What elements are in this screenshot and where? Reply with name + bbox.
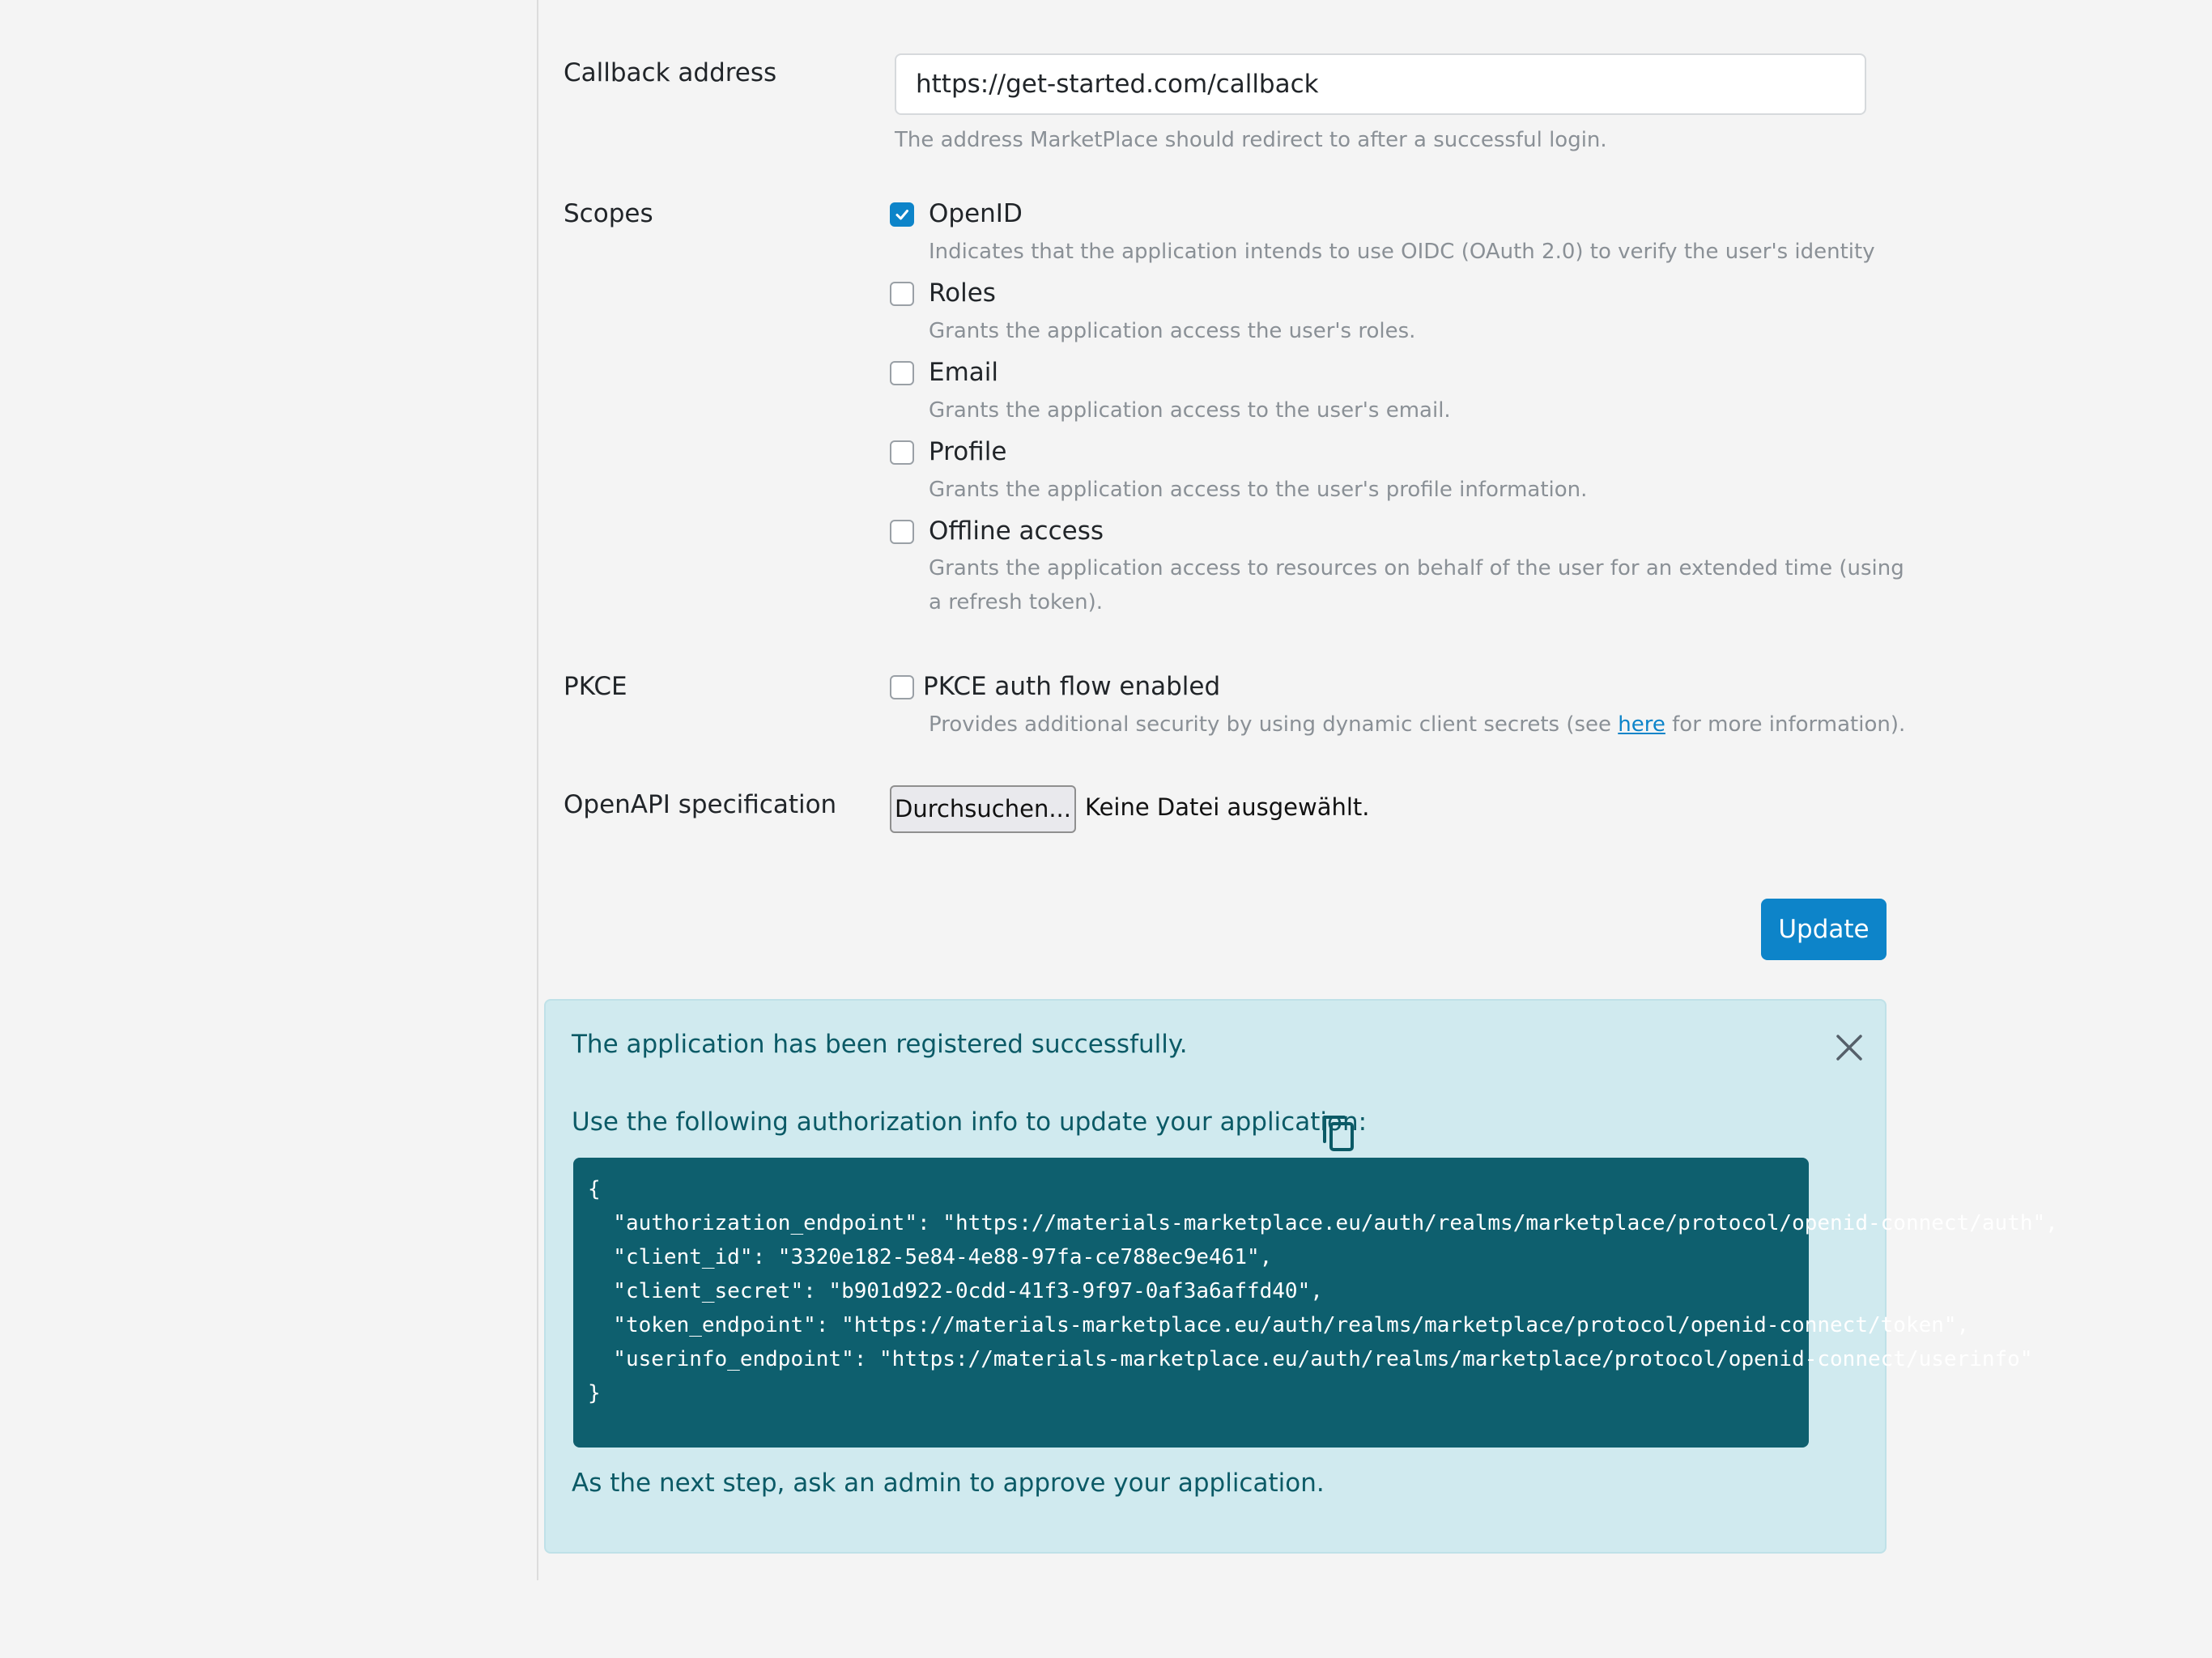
success-alert: [544, 999, 2058, 1554]
profile-help: Grants the application access to the user's profile information.: [929, 478, 1588, 502]
offline-access-label: Offline access: [929, 517, 1104, 546]
email-checkbox[interactable]: [890, 361, 914, 385]
alert-next-step: As the next step, ask an admin to approve your application.: [572, 1469, 1325, 1498]
pkce-here-link[interactable]: here: [1618, 712, 1665, 737]
checkmark-icon: [894, 206, 910, 223]
roles-help: Grants the application access the user's roles.: [929, 319, 1416, 343]
openapi-label: OpenAPI specification: [564, 790, 837, 819]
callback-help: The address MarketPlace should redirect to after a successful login.: [895, 128, 1607, 152]
offline-access-help-line2: a refresh token).: [929, 590, 1103, 614]
roles-checkbox[interactable]: [890, 282, 914, 306]
offline-access-help-line1: Grants the application access to resources on behalf of the user for an extended time (using: [929, 556, 1904, 580]
email-help: Grants the application access to the user's email.: [929, 398, 1451, 423]
sidebar-divider: [537, 0, 538, 1580]
copy-icon[interactable]: [1320, 1112, 1357, 1153]
pkce-checkbox-label: PKCE auth flow enabled: [923, 672, 1221, 701]
roles-label: Roles: [929, 278, 996, 308]
scopes-label: Scopes: [564, 199, 653, 228]
profile-label: Profile: [929, 437, 1007, 466]
auth-info-json: { "authorization_endpoint": "https://materials-marketplace.eu/auth/realms/marketplace/protocol/openid-connect/auth", "client_id": "3320e182-5e84-4e88-97fa-ce788ec9e461", "client_secret": "b901d922-0cdd-41f3-9f97-0af3a6affd40", "token_endpoint": "https://materials-marketplace.eu/auth/realms/marketplace/protocol/openid-connect/token", "userinfo_endpoint": "https://materials-marketplace.eu/auth/realms/marketplace/protocol/openid-connect/userinfo" }: [588, 1177, 2058, 1405]
pkce-help: [929, 708, 1905, 742]
alert-success-message: The application has been registered successfully.: [572, 1030, 1188, 1059]
pkce-checkbox[interactable]: [890, 675, 914, 699]
openid-checkbox[interactable]: [890, 202, 914, 227]
pkce-help-text-end: for more information).: [1665, 712, 1906, 737]
callback-label: Callback address: [564, 58, 777, 87]
profile-checkbox[interactable]: [890, 440, 914, 465]
alert-instruction: Use the following authorization info to update your application:: [572, 1107, 1368, 1137]
email-label: Email: [929, 358, 999, 387]
callback-address-input[interactable]: https://get-started.com/callback: [895, 53, 1866, 115]
openid-help: Indicates that the application intends to use OIDC (OAuth 2.0) to verify the user's identity: [929, 240, 1875, 264]
openid-label: OpenID: [929, 199, 1023, 228]
close-icon[interactable]: [1833, 1031, 1865, 1064]
pkce-label: PKCE: [564, 672, 627, 701]
browse-file-button[interactable]: Durchsuchen...: [890, 785, 1076, 833]
file-status: Keine Datei ausgewählt.: [1085, 793, 1370, 821]
offline-access-checkbox[interactable]: [890, 520, 914, 544]
auth-info-code-block[interactable]: [573, 1158, 2058, 1448]
update-button[interactable]: Update: [1761, 899, 1887, 960]
pkce-help-text: Provides additional security by using dynamic client secrets (see: [929, 712, 1619, 737]
